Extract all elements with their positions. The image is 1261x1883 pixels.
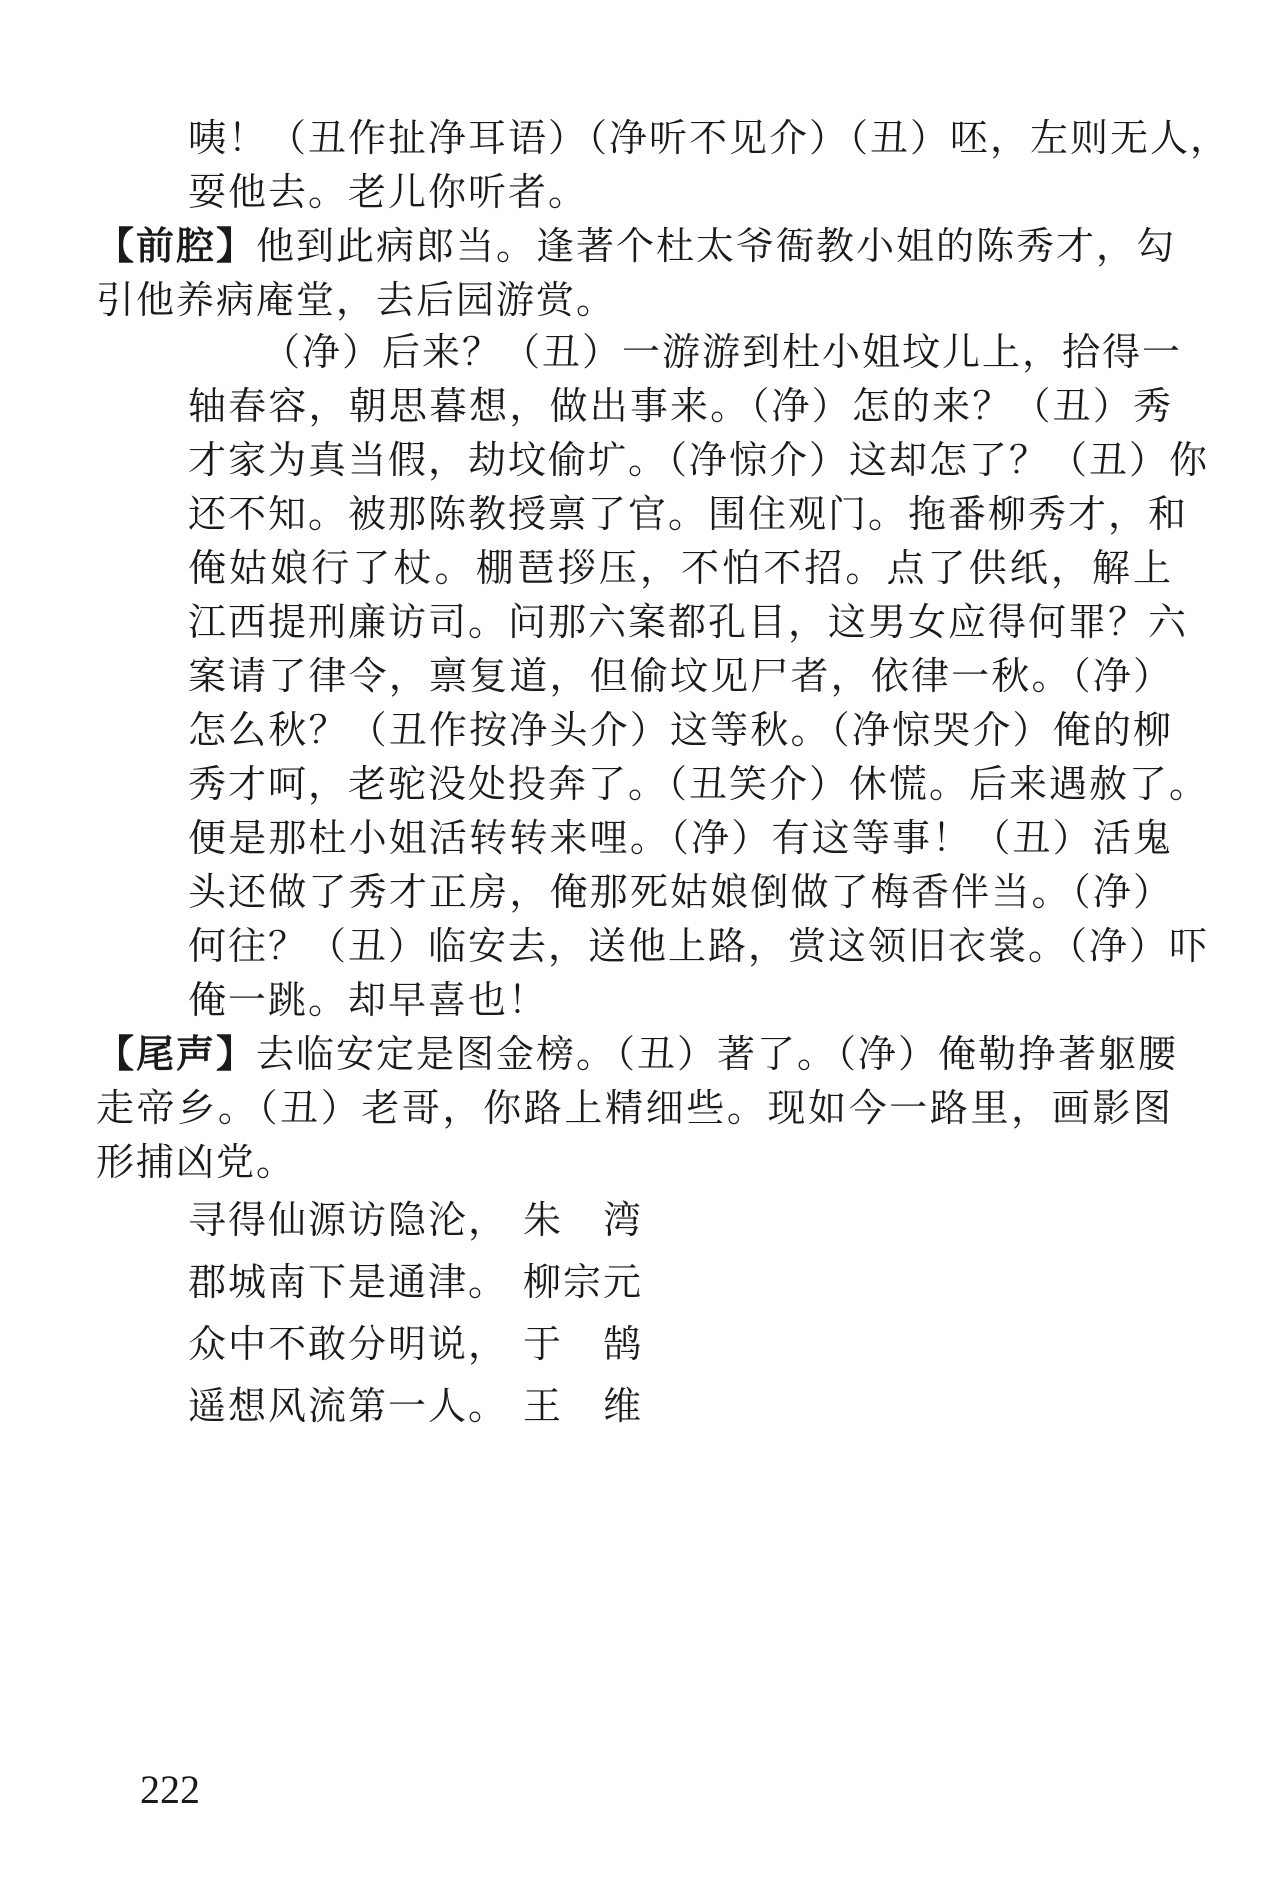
text-line: 俺一跳。却早喜也！ [188,978,549,1022]
text-line: 还不知。被那陈教授禀了官。围住观门。拖番柳秀才，和 [188,492,1189,536]
text-line: 形捕凶党。 [96,1140,297,1184]
text-line: 何往？（丑）临安去，送他上路，赏这领旧衣裳。（净）吓 [188,924,1210,968]
text-line: 走帝乡。（丑）老哥，你路上精细些。现如今一路里，画影图 [96,1086,1173,1130]
text-line: 秀才呵，老驼没处投奔了。（丑笑介）休慌。后来遇赦了。 [188,762,1210,806]
text-line: 江西提刑廉访司。问那六案都孔目，这男女应得何罪？六 [188,600,1189,644]
poem-verse: 寻得仙源访隐沦， [188,1198,509,1242]
aria-lyric: 去临安定是图金榜。（丑）著了。（净）俺勒挣著躯腰 [256,1032,1179,1076]
text-line: 轴春容，朝思暮想，做出事来。（净）怎的来？（丑）秀 [188,384,1173,428]
text-line: 俺姑娘行了杖。棚琶拶压，不怕不招。点了供纸，解上 [188,546,1173,590]
text-line: （净）后来？（丑）一游游到杜小姐坟儿上，拾得一 [262,330,1183,374]
text-line: 才家为真当假，劫坟偷圹。（净惊介）这却怎了？（丑）你 [188,438,1210,482]
poem-line [188,1258,648,1306]
text-line: 便是那杜小姐活转转来哩。（净）有这等事！（丑）活鬼 [188,816,1173,860]
poem-author: 于 鹄 [523,1322,644,1366]
poem-author: 柳宗元 [523,1260,644,1304]
poem-author: 朱 湾 [523,1198,644,1242]
aria-label-weisheng: 【尾声】 [96,1032,257,1076]
aria-line-qianqiang [96,222,1177,270]
page-number: 222 [140,1767,200,1812]
poem-line [188,1196,648,1244]
text-line: 案请了律令，禀复道，但偷坟见尸者，依律一秋。（净） [188,654,1173,698]
poem-author: 王 维 [523,1384,644,1428]
text-line: 咦！（丑作扯净耳语）（净听不见介）（丑）呸，左则无人， [188,116,1231,160]
poem-verse: 遥想风流第一人。 [188,1384,509,1428]
aria-line-weisheng [96,1030,1179,1078]
text-line: 引他养病庵堂，去后园游赏。 [96,278,617,322]
poem-verse: 众中不敢分明说， [188,1322,509,1366]
text-line: 怎么秋？（丑作按净头介）这等秋。（净惊哭介）俺的柳 [188,708,1173,752]
poem-verse: 郡城南下是通津。 [188,1260,509,1304]
text-line: 头还做了秀才正房，俺那死姑娘倒做了梅香伴当。（净） [188,870,1173,914]
text-line: 耍他去。老儿你听者。 [188,170,589,214]
aria-label-qianqiang: 【前腔】 [96,224,257,268]
poem-line [188,1382,648,1430]
poem-line [188,1320,648,1368]
aria-lyric: 他到此病郎当。逢著个杜太爷衙教小姐的陈秀才，勾 [256,224,1177,268]
